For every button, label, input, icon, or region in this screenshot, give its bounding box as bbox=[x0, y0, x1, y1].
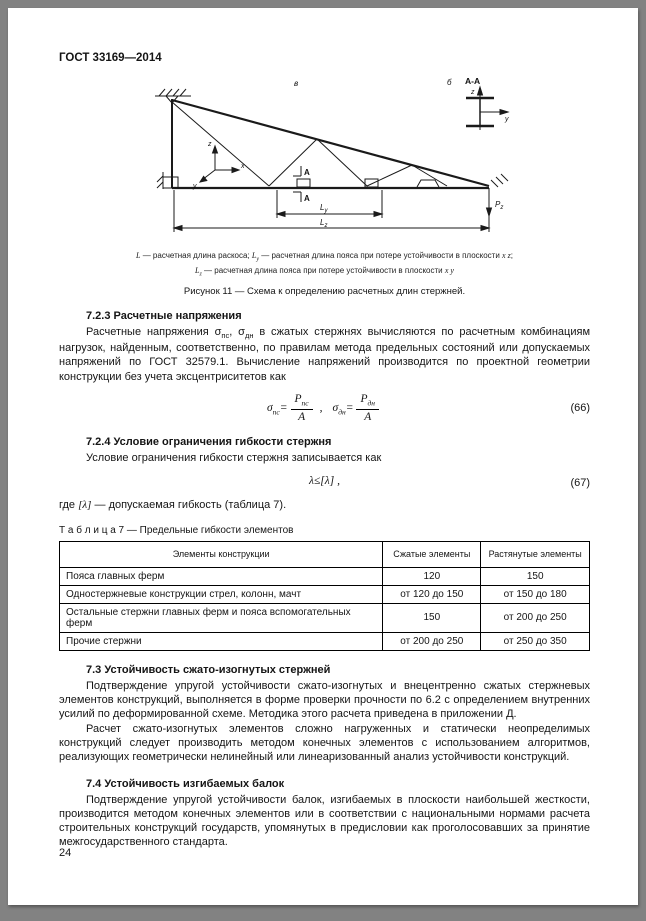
limits-table-body bbox=[60, 567, 590, 650]
figure-caption-line-2 bbox=[59, 265, 590, 280]
table-header-cell: Растянутые элементы bbox=[481, 541, 590, 567]
table-cell: Остальные стержни главных ферм и пояса вспомогательных ферм bbox=[60, 603, 383, 632]
text-part: L bbox=[251, 251, 257, 260]
text-part: где bbox=[59, 498, 79, 511]
table-row bbox=[60, 632, 590, 650]
formula-66-number: (66) bbox=[570, 402, 590, 415]
text-part: L bbox=[195, 265, 200, 275]
text-part: пс bbox=[301, 398, 309, 408]
table-cell: 120 bbox=[383, 567, 481, 585]
section-axis-y-label: y bbox=[505, 116, 509, 123]
text-part: , bbox=[319, 401, 323, 414]
figure-caption-line-1 bbox=[59, 250, 590, 265]
section-axis-z-label: z bbox=[471, 89, 475, 96]
text-part: σ bbox=[332, 401, 339, 414]
table-cell: от 250 до 350 bbox=[481, 632, 590, 650]
dim-lz-label: $L_z$ bbox=[320, 218, 328, 229]
section-724-paragraph: Условие ограничения гибкости стержня записывается как bbox=[86, 452, 382, 465]
section-723-paragraph bbox=[59, 325, 590, 384]
text-part: дн bbox=[338, 407, 346, 417]
section-mark-a-bottom: А bbox=[304, 194, 310, 203]
text-part: Расчетные напряжения σ bbox=[86, 326, 222, 339]
truss-diagram bbox=[117, 76, 567, 248]
text-part: пс bbox=[272, 407, 280, 417]
table-cell: Одностержневые конструкции стрел, колонн, мачт bbox=[60, 585, 383, 603]
table-header-cell: Элементы конструкции bbox=[60, 541, 383, 567]
axis-x-label: x bbox=[241, 163, 245, 170]
diagram-lines bbox=[155, 87, 508, 232]
text-part: [λ] bbox=[78, 498, 92, 511]
text-part: — допускаемая гибкость (таблица 7). bbox=[91, 498, 287, 511]
figure-block bbox=[59, 76, 590, 297]
table-cell: 150 bbox=[383, 603, 481, 632]
text-part: y bbox=[256, 256, 260, 263]
formula-67-number: (67) bbox=[570, 476, 590, 489]
section-73-paragraph-1: Подтверждение упругой устойчивости сжато-изогнутых и внецентренно сжатых стержневых элементов конструкций, выполняется в форме проверки прочности по 6.2 с определением внутренних усилий по деформированной схеме. Методика этого расчета приведена в приложении Д. bbox=[59, 679, 590, 721]
text-part: пс bbox=[221, 331, 230, 341]
text-part: P bbox=[360, 393, 368, 406]
section-74-paragraph-1: Подтверждение упругой устойчивости балок, изгибаемых в плоскости наибольшей жесткости, производится методом конечных элементов или в соответствии с национальными нормами расчета строительных конструкций государств, упомянутых в предисловии как проголосовавших за принятие межгосударственного стандарта. bbox=[59, 793, 590, 849]
section-73-paragraph-2: Расчет сжато-изогнутых элементов сложно нагруженных и статически неопределимых конструкций следует производить методом конечных элементов с использованием алгоритмов, реализующих геометрически нелинейный или линеаризованный анализ устойчивости конструкций. bbox=[59, 722, 590, 764]
text-part: z bbox=[199, 271, 202, 278]
table-row bbox=[60, 567, 590, 585]
limits-table bbox=[59, 541, 590, 651]
text-part: L bbox=[136, 251, 141, 260]
text-part: A bbox=[298, 410, 306, 423]
text-part: ; bbox=[510, 251, 513, 260]
table-header-cell: Сжатые элементы bbox=[383, 541, 481, 567]
page-number: 24 bbox=[59, 847, 72, 859]
table-cell: 150 bbox=[481, 567, 590, 585]
text-part: в сжатых стержнях вычисляются по расчетным комбинациям нагрузок, найденным, соответственно, по правилам метода предельных состояний или допускаемых напряжений по ГОСТ 32579.1. Вычисление напряжений производится по проектной геометрии конструкции без учета эксцентриситетов как bbox=[59, 326, 591, 383]
text-part: дн bbox=[244, 331, 254, 341]
section-74-heading: 7.4 Устойчивость изгибаемых балок bbox=[86, 777, 285, 790]
table-cell: от 120 до 150 bbox=[383, 585, 481, 603]
table-cell: Прочие стержни bbox=[60, 632, 383, 650]
table-cell: от 200 до 250 bbox=[481, 603, 590, 632]
section-723-heading: 7.2.3 Расчетные напряжения bbox=[86, 310, 242, 323]
where-clause bbox=[59, 498, 590, 512]
text-part: — расчетная длина пояса при потере устойчивости в плоскости bbox=[259, 251, 503, 260]
table-header-row bbox=[60, 541, 590, 567]
diagram-labels bbox=[192, 76, 509, 229]
table-row bbox=[60, 585, 590, 603]
text-part: A bbox=[364, 410, 372, 423]
section-724-heading: 7.2.4 Условие ограничения гибкости стержня bbox=[86, 436, 332, 449]
dim-ly-label: $L_y$ bbox=[320, 203, 328, 214]
figure-title: Рисунок 11 — Схема к определению расчетных длин стержней. bbox=[183, 286, 466, 298]
text-part: x y bbox=[444, 265, 454, 275]
view-label-b: б bbox=[447, 78, 452, 87]
table-cell: Пояса главных ферм bbox=[60, 567, 383, 585]
text-part: , σ bbox=[229, 326, 245, 339]
axis-z-label: z bbox=[208, 141, 212, 148]
text-part: = bbox=[345, 401, 354, 414]
table-cell: от 200 до 250 bbox=[383, 632, 481, 650]
section-mark-a-top: А bbox=[304, 168, 310, 177]
formula-67 bbox=[59, 475, 590, 491]
text-part: — расчетная длина пояса при потере устойчивости в плоскости bbox=[201, 265, 445, 275]
axis-y-label: y bbox=[193, 183, 197, 190]
text-part: λ≤[λ] , bbox=[309, 474, 340, 487]
fraction bbox=[291, 393, 313, 423]
text-part: — расчетная длина раскоса; bbox=[140, 251, 252, 260]
figure-caption bbox=[59, 250, 590, 279]
table-row bbox=[60, 603, 590, 632]
table-label: Т а б л и ц а 7 — Предельные гибкости элементов bbox=[59, 524, 294, 536]
force-pz-label: $P_z$ bbox=[495, 200, 504, 211]
text-part: x z bbox=[502, 251, 511, 260]
formula-66 bbox=[59, 393, 590, 423]
section-73-heading: 7.3 Устойчивость сжато-изогнутых стержней bbox=[86, 663, 331, 676]
section-aa-label: А-А bbox=[465, 76, 481, 86]
text-part: P bbox=[294, 393, 302, 406]
fraction bbox=[356, 393, 379, 423]
table-cell: от 150 до 180 bbox=[481, 585, 590, 603]
document-page bbox=[8, 8, 638, 905]
text-part: = bbox=[279, 401, 288, 414]
view-label-v: в bbox=[294, 79, 299, 88]
text-part: σ bbox=[266, 401, 273, 414]
text-part: дн bbox=[367, 398, 376, 408]
doc-header: ГОСТ 33169—2014 bbox=[59, 52, 162, 64]
